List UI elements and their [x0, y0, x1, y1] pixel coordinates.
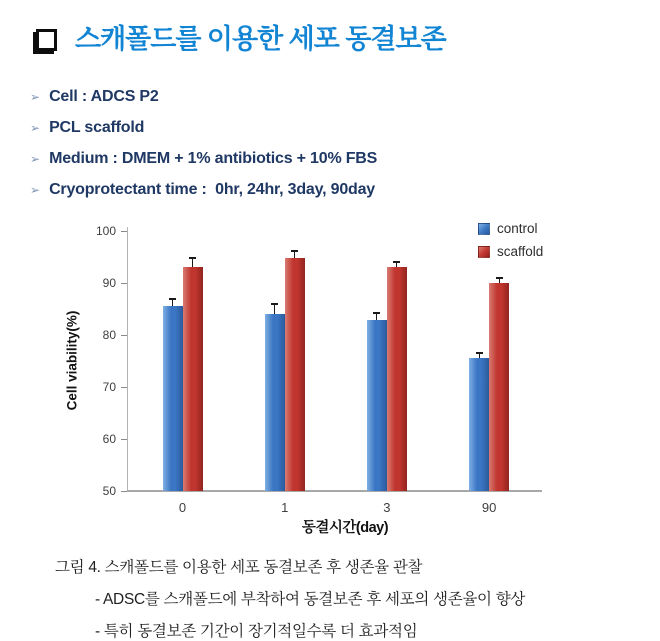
legend-label: control: [497, 221, 538, 236]
error-bar-line: [192, 258, 193, 267]
x-tick-label: 1: [281, 500, 289, 515]
list-item-label: PCL scaffold: [49, 119, 145, 136]
legend-swatch-control: [478, 223, 490, 235]
bar-scaffold-1: [285, 258, 305, 491]
page-title: 스캐폴드를 이용한 세포 동결보존: [75, 24, 446, 54]
x-tick-label: 90: [481, 500, 497, 515]
error-bar-cap: [393, 261, 400, 263]
arrow-bullet-icon: ➢: [30, 90, 41, 104]
caption-line-3: - 특히 동결보존 기간이 장기적일수록 더 효과적임: [95, 623, 418, 640]
y-tick-mark: [121, 439, 127, 440]
error-bar-cap: [291, 250, 298, 252]
list-item-label: Cryoprotectant time : 0hr, 24hr, 3day, 90day: [49, 181, 376, 198]
bar-scaffold-3: [387, 267, 407, 491]
y-tick-mark: [121, 491, 127, 492]
y-tick-label: 100: [95, 224, 116, 238]
error-bar-line: [172, 299, 173, 307]
bar-control-90: [469, 358, 489, 491]
y-tick-mark: [121, 283, 127, 284]
error-bar-line: [376, 313, 377, 321]
legend-swatch-scaffold: [478, 246, 490, 258]
legend-item-control: [478, 221, 543, 237]
error-bar-cap: [496, 277, 503, 279]
bar-control-1: [265, 314, 285, 491]
x-tick-label: 3: [383, 500, 391, 515]
y-tick-label: 70: [102, 380, 116, 394]
error-bar-cap: [476, 352, 483, 354]
chart-legend: [478, 221, 543, 267]
error-bar-cap: [271, 303, 278, 305]
arrow-bullet-icon: ➢: [30, 183, 41, 197]
y-axis-title: Cell viability(%): [64, 310, 80, 411]
bar-scaffold-0: [183, 267, 203, 491]
bar-control-0: [163, 306, 183, 491]
y-tick-label: 60: [102, 432, 116, 446]
error-bar-cap: [189, 257, 196, 259]
error-bar-line: [294, 251, 295, 258]
x-tick-label: 0: [178, 500, 187, 515]
arrow-bullet-icon: ➢: [30, 121, 41, 135]
y-axis-line: [127, 227, 128, 491]
y-tick-mark: [121, 231, 127, 232]
y-tick-mark: [121, 335, 127, 336]
bar-control-3: [367, 320, 387, 491]
legend-item-scaffold: [478, 244, 543, 260]
bar-scaffold-90: [489, 283, 509, 491]
y-tick-label: 80: [102, 328, 116, 342]
error-bar-cap: [373, 312, 380, 314]
list-item-label: Cell : ADCS P2: [49, 88, 159, 105]
error-bar-line: [274, 304, 275, 314]
figure-caption: [55, 552, 525, 641]
y-tick-label: 90: [102, 276, 116, 290]
y-tick-mark: [121, 387, 127, 388]
list-item-label: Medium : DMEM + 1% antibiotics + 10% FBS: [49, 150, 378, 167]
x-axis-title: 동결시간(day): [301, 520, 389, 536]
error-bar-cap: [169, 298, 176, 300]
caption-line-2: - ADSC를 스캐폴드에 부착하여 동결보존 후 세포의 생존율이 향상: [95, 591, 526, 608]
arrow-bullet-icon: ➢: [30, 152, 41, 166]
y-tick-label: 50: [102, 484, 116, 498]
caption-line-1: 그림 4. 스캐폴드를 이용한 세포 동결보존 후 생존율 관찰: [55, 559, 423, 576]
legend-label: scaffold: [497, 244, 544, 259]
